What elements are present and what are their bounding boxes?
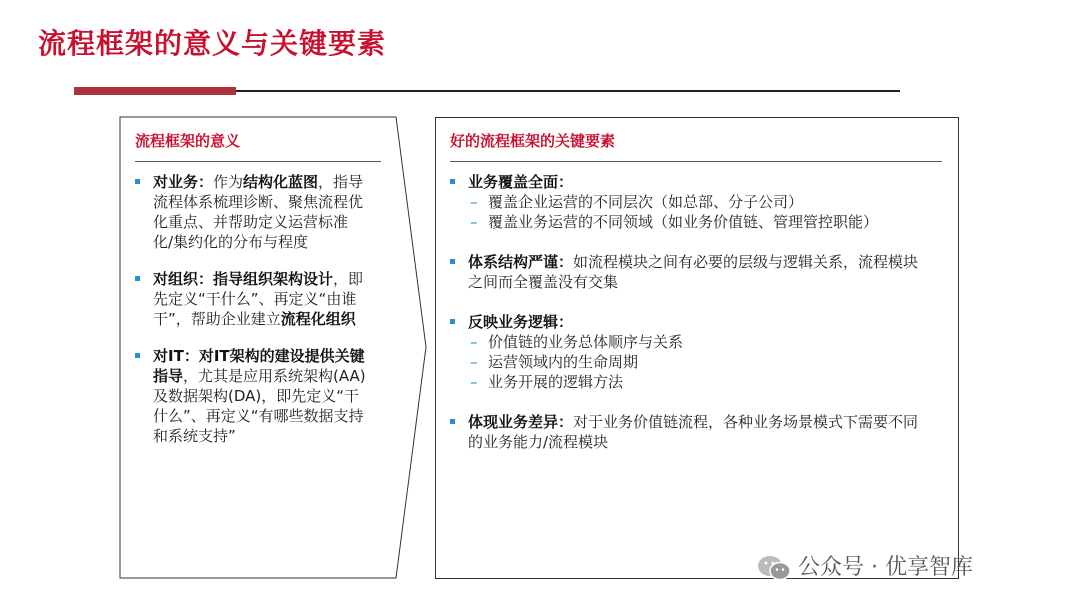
body-text: ，尤其是应用系统架构(AA)及数据架构(DA)，即先定义“干什么”、再定义“有哪些数据支持和系统支持”	[153, 367, 366, 445]
bold-text: 反映业务逻辑：	[468, 313, 574, 331]
bold-text: 对IT架构的建设提供关键指导	[153, 347, 365, 385]
square-bullet-icon	[450, 179, 455, 184]
bold-text: 指导组织架构设计	[213, 270, 334, 288]
dash-bullet-icon: –	[470, 373, 478, 391]
bold-text: 对IT：	[153, 347, 199, 365]
list-item	[135, 346, 367, 446]
dash-bullet-icon: –	[470, 333, 478, 351]
square-bullet-icon	[135, 353, 140, 358]
list-item	[450, 312, 928, 392]
body-text: 作为	[213, 173, 244, 191]
bold-text: 结构化蓝图	[243, 173, 319, 191]
dash-bullet-icon: –	[470, 193, 478, 211]
sub-item-text: 业务开展的逻辑方法	[488, 373, 624, 391]
dash-bullet-icon: –	[470, 213, 478, 231]
sub-item-text: 覆盖企业运营的不同层次（如总部、分子公司）	[488, 193, 804, 211]
sub-list-item	[468, 352, 928, 372]
list-item	[450, 252, 928, 292]
square-bullet-icon	[450, 319, 455, 324]
right-panel-divider	[450, 161, 942, 162]
sub-item-text: 价值链的业务总体顺序与关系	[488, 333, 684, 351]
sub-list	[468, 192, 928, 232]
body-text: ，指导流程体系梳理诊断、聚焦流程优化重点、并帮助定义运营标准化/集约化的分布与程度	[153, 173, 364, 251]
square-bullet-icon	[135, 179, 140, 184]
bold-text: 体系结构严谨：	[468, 253, 574, 271]
watermark	[756, 550, 973, 582]
right-item-list	[450, 172, 928, 452]
sub-item-text: 运营领域内的生命周期	[488, 353, 639, 371]
watermark-text: 公众号 · 优享智库	[798, 555, 973, 580]
sub-item-text: 覆盖业务运营的不同领域（如业务价值链、管理管控职能）	[488, 213, 879, 231]
right-panel-heading: 好的流程框架的关键要素	[450, 132, 616, 150]
list-item	[135, 172, 367, 252]
bold-text: 流程化组织	[280, 310, 356, 328]
bold-text: 对业务：	[153, 173, 214, 191]
left-panel-heading: 流程框架的意义	[135, 132, 241, 150]
sub-list-item	[468, 372, 928, 392]
left-panel-divider	[135, 161, 381, 162]
bold-text: 体现业务差异：	[468, 413, 574, 431]
square-bullet-icon	[450, 259, 455, 264]
list-item	[135, 269, 367, 329]
sub-list	[468, 332, 928, 392]
body-text: 对于业务价值链流程，各种业务场景模式下需要不同的业务能力/流程模块	[468, 413, 919, 451]
body-text: ，即先定义“干什么”、再定义“由谁干”，帮助企业建立	[153, 270, 364, 328]
wechat-icon	[756, 554, 792, 582]
square-bullet-icon	[450, 419, 455, 424]
dash-bullet-icon: –	[470, 353, 478, 371]
right-panel	[450, 131, 950, 452]
square-bullet-icon	[135, 276, 140, 281]
bold-text: 对组织：	[153, 270, 214, 288]
bold-text: 业务覆盖全面：	[468, 173, 574, 191]
sub-list-item	[468, 332, 928, 352]
sub-list-item	[468, 192, 928, 212]
left-item-list	[135, 172, 367, 446]
list-item	[450, 172, 928, 232]
left-panel	[135, 131, 395, 446]
body-text: 如流程模块之间有必要的层级与逻辑关系，流程模块之间而全覆盖没有交集	[468, 253, 919, 291]
list-item	[450, 412, 928, 452]
page-title: 流程框架的意义与关键要素	[38, 27, 387, 60]
sub-list-item	[468, 212, 928, 232]
